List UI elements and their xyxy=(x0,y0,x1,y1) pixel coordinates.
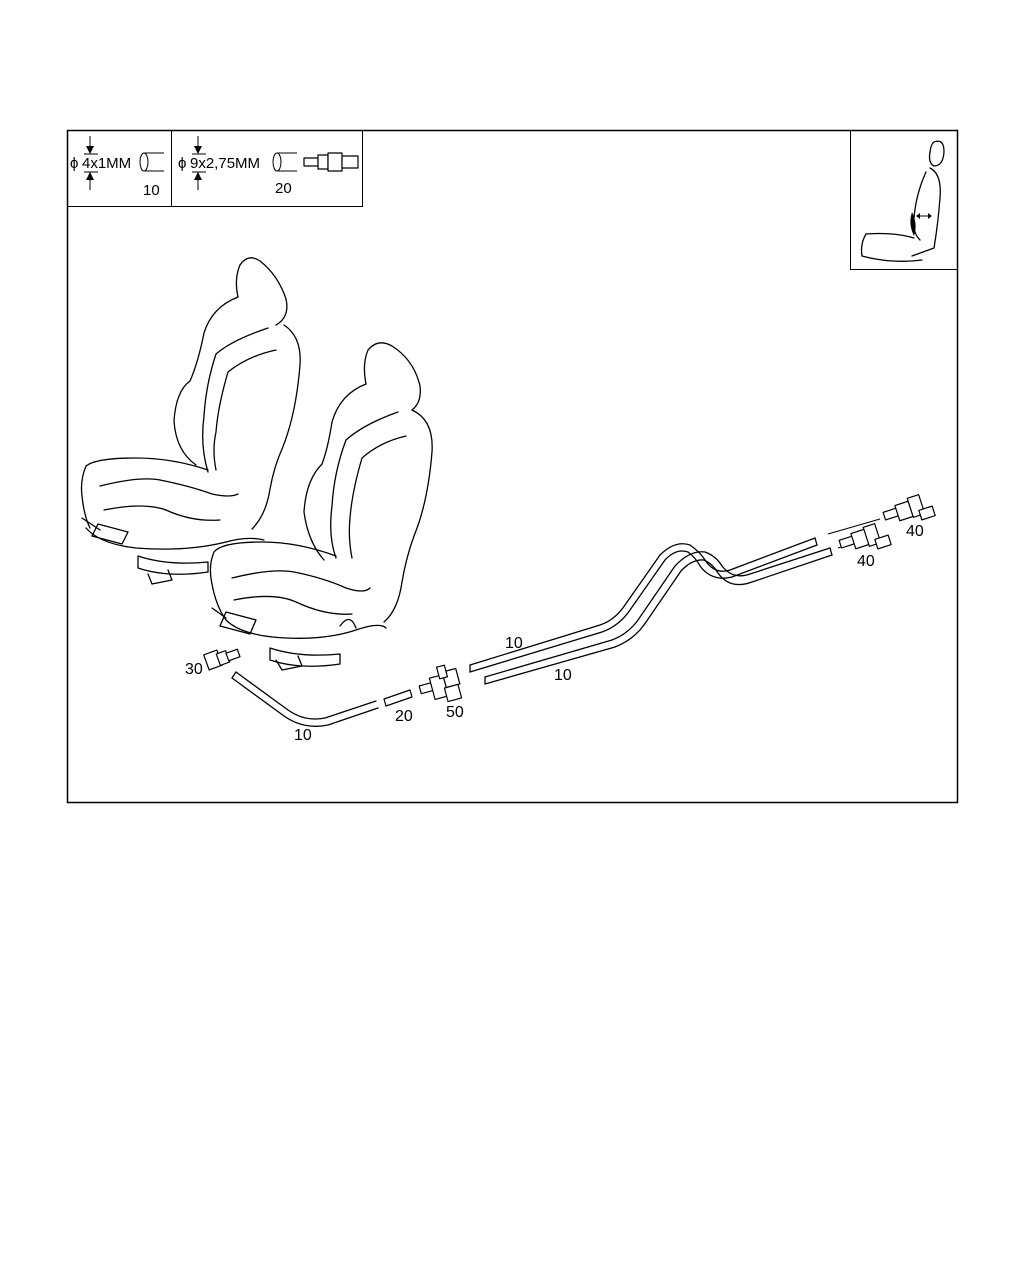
callout-hose-10-upper: 10 xyxy=(505,635,523,652)
callout-fitting-40-lower: 40 xyxy=(857,553,875,570)
callout-connector-30: 30 xyxy=(185,661,203,678)
legend-item-1-number: 10 xyxy=(143,182,160,199)
legend-item-2-spec: 9x2,75MM xyxy=(190,155,261,172)
callout-hose-10-left: 10 xyxy=(294,727,312,744)
diagram-frame xyxy=(68,131,958,803)
callout-hose-20: 20 xyxy=(395,708,413,725)
callout-distributor-50: 50 xyxy=(446,704,464,721)
connector-icon xyxy=(304,153,358,171)
seat-right xyxy=(210,343,432,670)
hose-20 xyxy=(384,690,412,706)
distributor-50 xyxy=(419,665,461,701)
hose-segment-icon xyxy=(140,153,164,171)
seat-left xyxy=(82,258,301,584)
legend-item-1-diameter: ϕ xyxy=(70,155,79,172)
legend-item-1-spec: 4x1MM xyxy=(82,155,132,172)
legend-item-2-number: 20 xyxy=(275,180,292,197)
legend xyxy=(68,131,363,207)
seat-lumbar-support-icon xyxy=(851,131,958,270)
callout-fitting-40-upper: 40 xyxy=(906,523,924,540)
connector-30 xyxy=(204,649,240,670)
hose-segment-icon xyxy=(273,153,297,171)
legend-item-hose-20 xyxy=(178,136,358,197)
legend-item-2-diameter: ϕ xyxy=(178,155,187,172)
fitting-40-upper xyxy=(883,495,935,521)
legend-item-hose-10 xyxy=(70,136,164,199)
fitting-40-lower xyxy=(839,524,891,549)
callout-hose-10-lower: 10 xyxy=(554,667,572,684)
hose-10-left xyxy=(232,672,378,726)
